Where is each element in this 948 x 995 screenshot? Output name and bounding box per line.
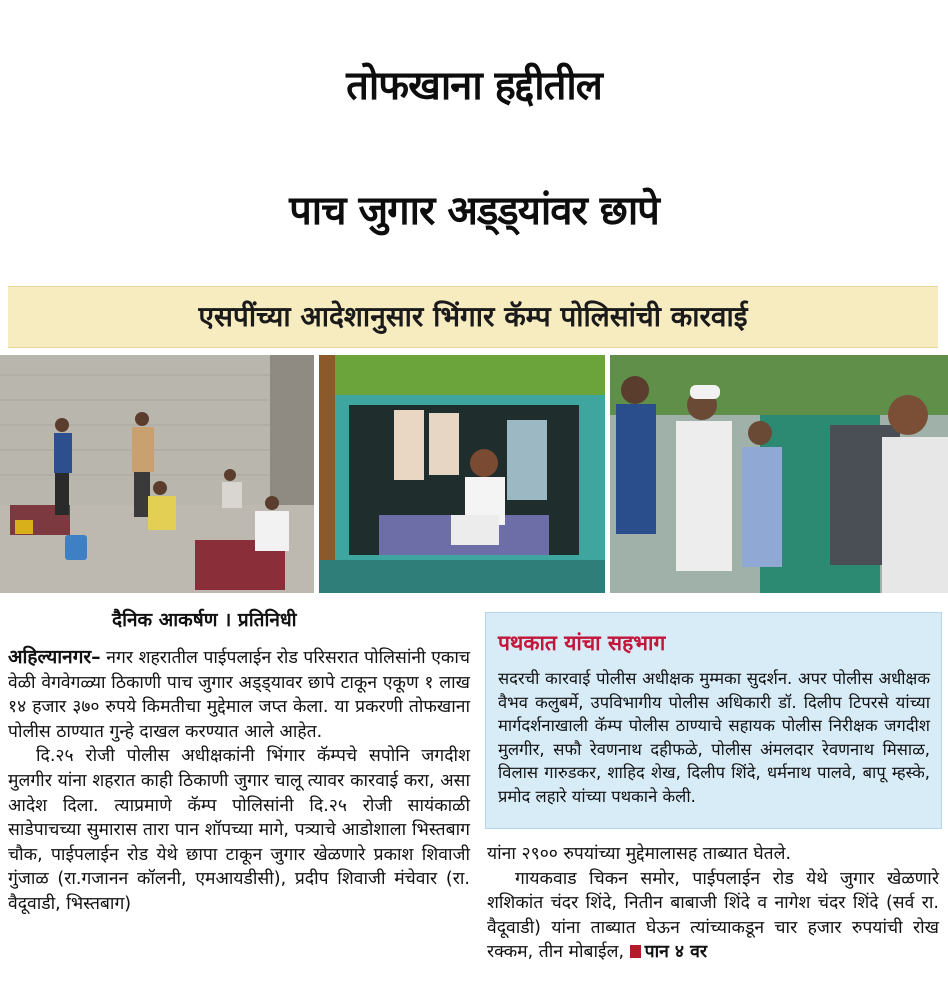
continued-label: पान ४ वर (644, 942, 707, 963)
article-right-column (487, 842, 939, 965)
article-left-column (8, 645, 470, 917)
photo-gambling-den-interior (0, 355, 314, 593)
photo-police-team (610, 355, 948, 593)
sidebar-body: सदरची कारवाई पोलीस अधीक्षक मुम्मका सुदर्शन. अपर पोलीस अधीक्षक वैभव कलुबर्मे, उपविभागीय पोलीस अधिकारी डॉ. दिलीप टिपरसे यांच्या मार्गदर्शनाखाली कॅम्प पोलीस ठाण्याचे सहायक पोलीस निरीक्षक जगदीश मुलगीर, सफौ रेवणनाथ दहीफळे, पोलीस अंमलदार रेवणनाथ मिसाळ, विलास गारुडकर, शाहिद शेख, दिलीप शिंदे, धर्मनाथ पालवे, बापू म्हस्के, प्रमोद लहारे यांच्या पथकाने केली. (498, 669, 930, 806)
headline-line-2: पाच जुगार अड्ड्यांवर छापे (289, 188, 659, 234)
photo-auto-rickshaw (319, 355, 605, 593)
article-paragraph-1-text: नगर शहरातील पाईपलाईन रोड परिसरात पोलिसांनी एकाच वेळी वेगवेगळ्या ठिकाणी पाच जुगार अड्ड्यावर छापे टाकून एकूण १ लाख १४ हजार ३७० रुपये किमतीचा मुद्देमाल जप्त केला. या प्रकरणी तोफखाना पोलीस ठाण्यात गुन्हे दाखल करण्यात आले आहेत. (8, 648, 470, 742)
dateline: अहिल्यानगर– (8, 646, 101, 668)
continued-on-page (630, 942, 707, 962)
article-paragraph-3: यांना २९०० रुपयांच्या मुद्देमालासह ताब्यात घेतले. (487, 844, 792, 864)
headline-line-1: तोफखाना हद्दीतील (346, 63, 602, 109)
article-paragraph-4 (487, 867, 939, 965)
subheadline: एसपींच्या आदेशानुसार भिंगार कॅम्प पोलिसांची कारवाई (198, 300, 748, 333)
article-paragraph-1 (8, 645, 470, 744)
sidebar-title: पथकात यांचा सहभाग (498, 631, 666, 655)
subheadline-band (8, 286, 938, 348)
article-paragraph-4-text: गायकवाड चिकन समोर, पाईपलाईन रोड येथे जुगार खेळणारे शशिकांत चंदर शिंदे, नितीन बाबाजी शिंदे व नागेश चंदर शिंदे (सर्व रा. वैदूवाडी) यांना ताब्यात घेऊन त्यांच्याकडून चार हजार रुपयांची रोख रक्कम, तीन मोबाईल, (487, 868, 939, 963)
team-sidebar-box (485, 612, 942, 829)
continued-marker-icon (630, 945, 641, 958)
byline: दैनिक आकर्षण । प्रतिनिधी (112, 609, 297, 631)
article-paragraph-2: दि.२५ रोजी पोलीस अधीक्षकांनी भिंगार कॅम्पचे सपोनि जगदीश मुलगीर यांना शहरात काही ठिकाणी जुगार चालू त्यावर कारवाई करा, असा आदेश दिला. त्याप्रमाणे कॅम्प पोलिसांनी दि.२५ रोजी सायंकाळी साडेपाचच्या सुमारास तारा पान शॉपच्या मागे, पत्र्याचे आडोशाला भिस्तबाग चौक, पाईपलाईन रोड येथे छापा टाकून जुगार खेळणारे प्रकाश शिवाजी गुंजाळ (रा.गजानन कॉलनी, एमआयडीसी), प्रदीप शिवाजी मंचेवार (रा. वैदूवाडी, भिस्तबाग) (8, 746, 470, 914)
